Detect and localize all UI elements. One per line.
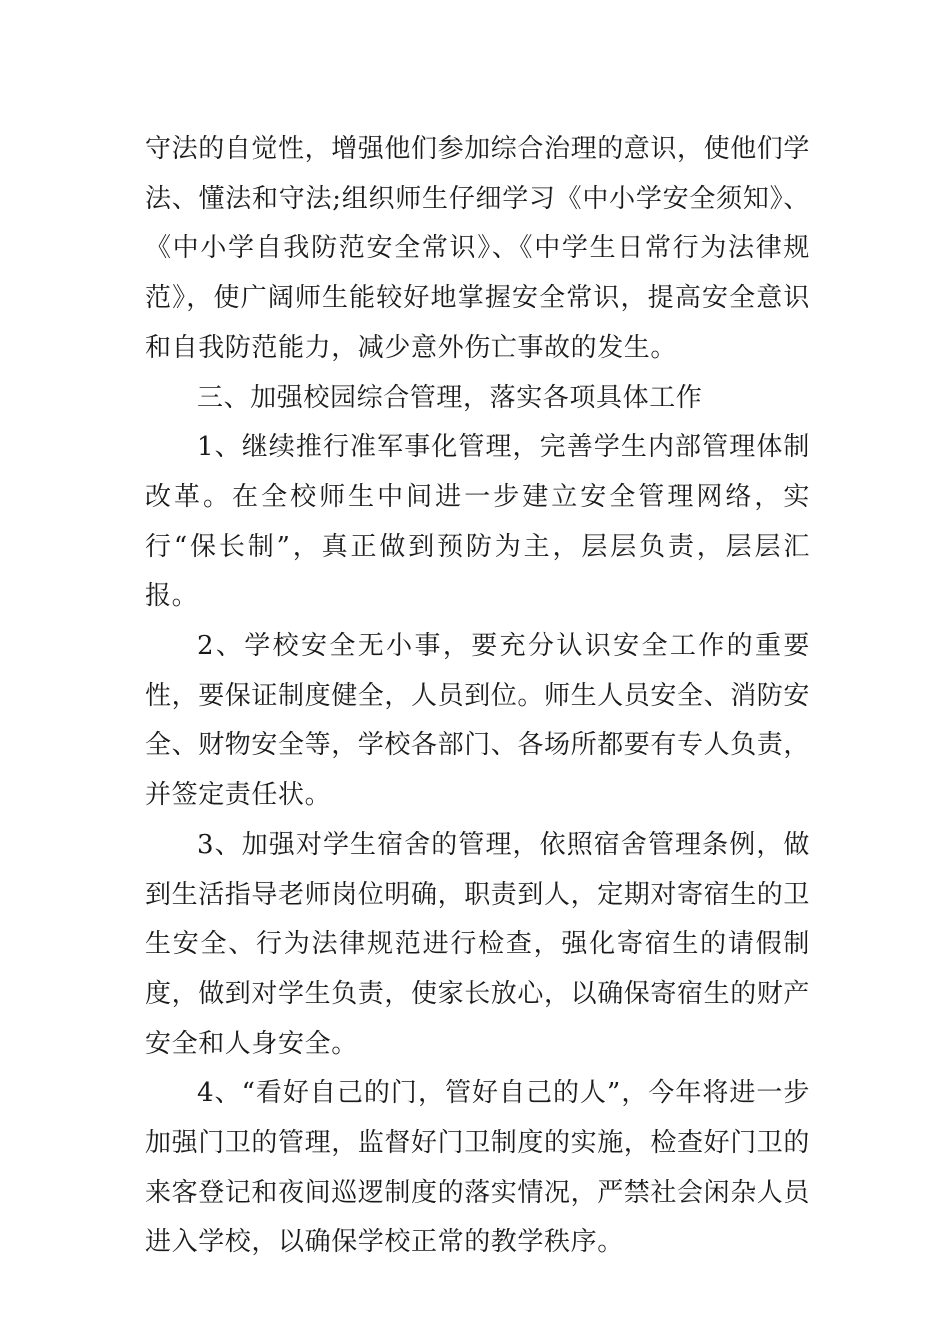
section-heading: 三、加强校园综合管理，落实各项具体工作 [197,382,703,413]
paragraph-continuation: 守法的自觉性，增强他们参加综合治理的意识，使他们学法、懂法和守法;组织师生仔细学习《中小学安全须知》、《中小学自我防范安全常识》、《中学生日常行为法律规范》，使广阔师生能较好地掌握安全常识，提高安全意识和自我防范能力，减少意外伤亡事故的发生。 [145,134,811,363]
paragraph-item-3: 3、加强对学生宿舍的管理，依照宿舍管理条例，做到生活指导老师岗位明确，职责到人，定期对寄宿生的卫生安全、行为法律规范进行检查，强化寄宿生的请假制度，做到对学生负责，使家长放心，以确保寄宿生的财产安全和人身安全。 [145,829,811,1059]
paragraph-item-4: 4、“看好自己的门，管好自己的人”，今年将进一步加强门卫的管理，监督好门卫制度的实施，检查好门卫的来客登记和夜间巡逻制度的落实情况，严禁社会闲杂人员进入学校，以确保学校正常的教学秩序。 [145,1078,811,1258]
document-body [145,125,810,1268]
paragraph-item-1: 1、继续推行准军事化管理，完善学生内部管理体制改革。在全校师生中间进一步建立安全管理网络，实行“保长制”，真正做到预防为主，层层负责，层层汇报。 [145,432,810,612]
paragraph-item-2: 2、学校安全无小事，要充分认识安全工作的重要性，要保证制度健全，人员到位。师生人员安全、消防安全、财物安全等，学校各部门、各场所都要有专人负责，并签定责任状。 [145,631,811,811]
